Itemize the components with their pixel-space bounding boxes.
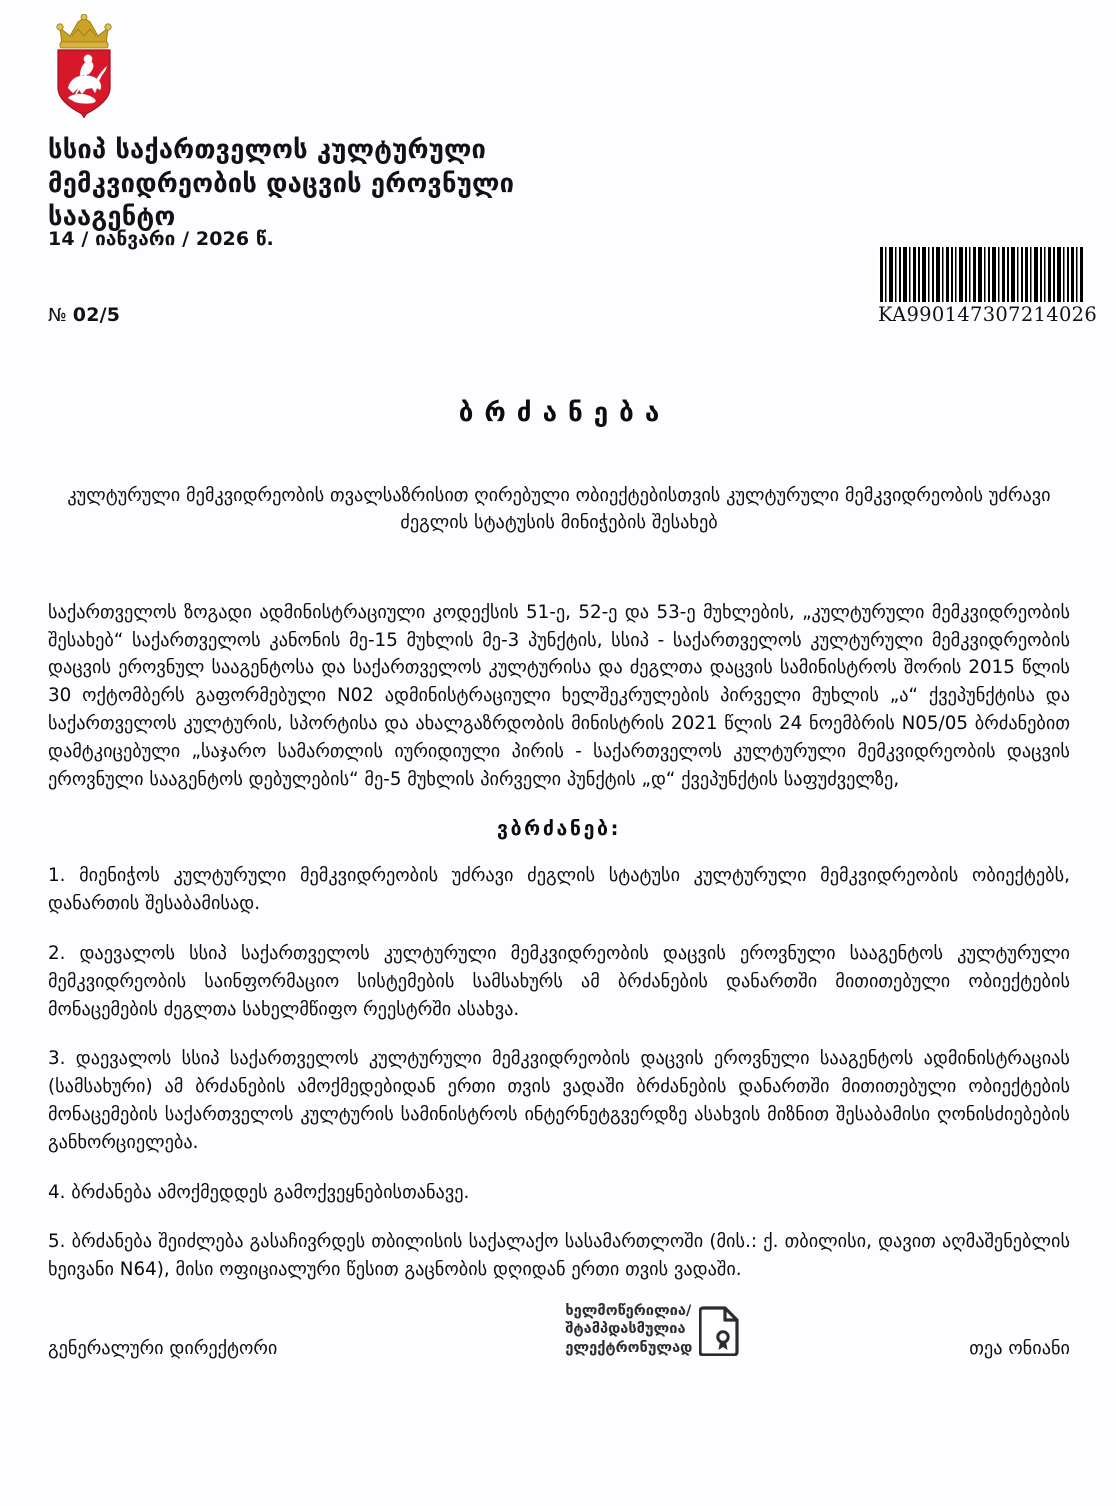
organization-name: სსიპ საქართველოს კულტურული მემკვიდრეობის დაცვის ეროვნული სააგენტო — [48, 135, 515, 233]
barcode-value: KA990147307214026 — [878, 303, 1098, 326]
esign-line-3: ელექტრონულად — [565, 1338, 693, 1356]
order-verb-heading: ვბრძანებ: — [496, 817, 621, 841]
electronic-signature-badge — [565, 1302, 741, 1356]
clause-item: 4. ბრძანება ამოქმედდეს გამოქვეყნებისთანავე. — [48, 1181, 470, 1203]
document-seal-icon — [699, 1304, 741, 1356]
esign-line-1: ხელმოწერილია/ — [565, 1302, 692, 1320]
document-body — [48, 398, 1070, 1306]
signer-position-title: გენერალური დირექტორი — [48, 1338, 278, 1359]
number-value: 02/5 — [72, 304, 121, 326]
document-title: ბრძანება — [458, 398, 671, 428]
clause-item: 3. დაევალოს სსიპ საქართველოს კულტურული მემკვიდრეობის დაცვის ეროვნული სააგენტოს ადმინისტრაციას (სამსახური) ამ ბრძანების ამოქმედებიდან ერთი თვის ვადაში ბრძანების დანართში მითითებული ობიექტების მონაცემების საქართველოს კულტურის სამინისტროს ინტერნეტგვერდზე ასახვის მიზნით შესაბამისი ღონისძიებების განხორციელება. — [48, 1048, 1070, 1153]
number-symbol: № — [48, 305, 67, 326]
document-subtitle: კულტურული მემკვიდრეობის თვალსაზრისით ღირებული ობიექტებისთვის კულტურული მემკვიდრეობის უძრავი ძეგლის სტატუსის მინიჭების შესახებ — [67, 485, 1051, 534]
barcode-icon — [878, 247, 1084, 302]
esign-text — [565, 1302, 692, 1356]
georgia-coat-of-arms-icon — [48, 14, 120, 118]
document-date: 14 / იანვარი / 2026 წ. — [48, 228, 274, 250]
esign-line-2: შტამპდასმულია — [565, 1320, 686, 1338]
signer-name: თეა ონიანი — [969, 1338, 1070, 1359]
clause-item: 5. ბრძანება შეიძლება გასაჩივრდეს თბილისის საქალაქო სასამართლოში (მის.: ქ. თბილისი, დავით აღმაშენებლის ხეივანი N64), მისი ოფიციალური წესით გაცნობის დღიდან ერთი თვის ვადაში. — [48, 1231, 1070, 1281]
document-number — [48, 304, 120, 326]
clause-item: 2. დაევალოს სსიპ საქართველოს კულტურული მემკვიდრეობის დაცვის ეროვნული სააგენტოს კულტურული მემკვიდრეობის საინფორმაციო სისტემების სამსახურს ამ ბრძანების დანართში მითითებული ობიექტების მონაცემების ძეგლთა სახელმწიფო რეესტრში ასახვა. — [48, 943, 1070, 1020]
signature-row — [48, 1300, 1070, 1359]
clause-item: 1. მიენიჭოს კულტურული მემკვიდრეობის უძრავი ძეგლის სტატუსი კულტურული მემკვიდრეობის ობიექტებს, დანართის შესაბამისად. — [48, 865, 1070, 915]
preamble-paragraph: საქართველოს ზოგადი ადმინისტრაციული კოდექსის 51-ე, 52-ე და 53-ე მუხლების, „კულტურული მემკვიდრეობის შესახებ“ საქართველოს კანონის მე-15 მუხლის მე-3 პუნქტის, სსიპ - საქართველოს კულტურული მემკვიდრეობის დაცვის ეროვნულ სააგენტოსა და საქართველოს კულტურისა და ძეგლთა დაცვის სამინისტროს შორის 2015 წლის 30 ოქტომბერს გაფორმებული N02 ადმინისტრაციული ხელშეკრულების პირველი მუხლის „ა“ ქვეპუნქტისა და საქართველოს კულტურის, სპორტისა და ახალგაზრდობის მინისტრის 2021 წლის 24 ნოემბრის N05/05 ბრძანებით დამტკიცებული „საჯარო სამართლის იურიდიული პირის - საქართველოს კულტურული მემკვიდრეობის დაცვის ეროვნული სააგენტოს დებულების“ მე-5 მუხლის პირველი პუნქტის „დ“ ქვეპუნქტის საფუძველზე, — [48, 601, 1070, 790]
barcode-block — [878, 247, 1098, 326]
